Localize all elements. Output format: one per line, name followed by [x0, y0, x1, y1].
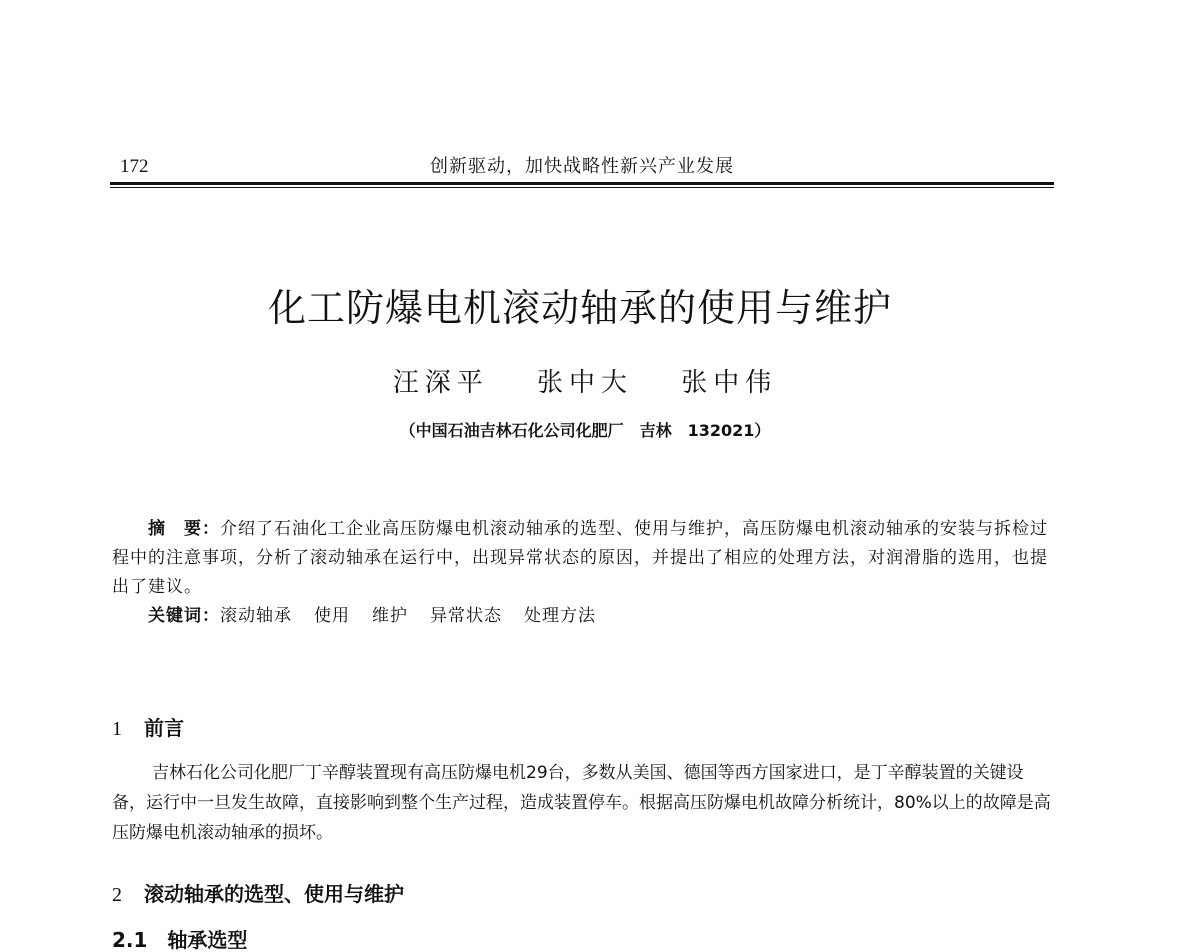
running-header	[110, 148, 1054, 178]
abstract-label: 摘 要：	[148, 519, 220, 539]
author-name: 汪深平	[392, 368, 489, 398]
section-title: 前言	[144, 716, 184, 740]
keyword: 维护	[372, 606, 408, 626]
keywords-label: 关键词：	[148, 606, 220, 626]
keywords-line	[112, 602, 1056, 631]
subsection-heading-cut	[112, 928, 248, 952]
page-number: 172	[120, 156, 149, 177]
abstract-paragraph	[112, 515, 1056, 602]
author-list	[0, 362, 1170, 399]
affiliation: （中国石油吉林石化公司化肥厂 吉林 132021）	[399, 421, 771, 440]
section-title: 滚动轴承的选型、使用与维护	[144, 882, 404, 906]
keyword: 滚动轴承	[220, 606, 292, 626]
section-heading	[112, 878, 404, 907]
subsection-title: 2.1 轴承选型	[112, 928, 248, 952]
header-rule-thick	[110, 182, 1054, 185]
section-number: 2	[112, 884, 122, 906]
article-title: 化工防爆电机滚动轴承的使用与维护	[267, 286, 892, 331]
abstract-block	[112, 515, 1056, 631]
author-name: 张中伟	[681, 368, 778, 398]
keyword: 异常状态	[430, 606, 502, 626]
section-number: 1	[112, 718, 122, 740]
abstract-text: 介绍了石油化工企业高压防爆电机滚动轴承的选型、使用与维护，高压防爆电机滚动轴承的安装与拆检过程中的注意事项，分析了滚动轴承在运行中，出现异常状态的原因，并提出了相应的处理方法，对润滑脂的选用，也提出了建议。	[112, 519, 1048, 597]
journal-title: 创新驱动，加快战略性新兴产业发展	[430, 156, 734, 177]
body-paragraph: 吉林石化公司化肥厂丁辛醇装置现有高压防爆电机29台，多数从美国、德国等西方国家进口，是丁辛醇装置的关键设备，运行中一旦发生故障，直接影响到整个生产过程，造成装置停车。根据高压防爆电机故障分析统计，80%以上的故障是高压防爆电机滚动轴承的损坏。	[112, 763, 1051, 843]
section-heading	[112, 712, 184, 741]
keyword: 使用	[314, 606, 350, 626]
body-text	[112, 758, 1056, 848]
keyword: 处理方法	[524, 606, 596, 626]
author-name: 张中大	[536, 368, 633, 398]
header-rule-thin	[110, 187, 1054, 188]
